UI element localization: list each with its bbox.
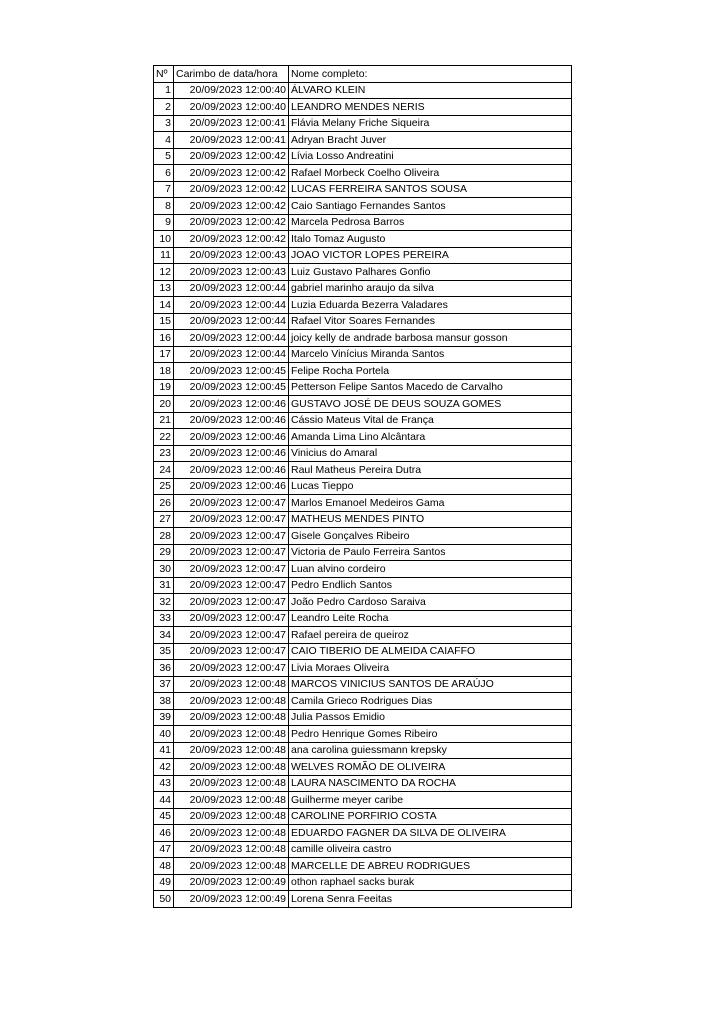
row-timestamp: 20/09/2023 12:00:42 (174, 148, 289, 165)
row-name: Raul Matheus Pereira Dutra (289, 462, 572, 479)
row-name: Lorena Senra Feeitas (289, 891, 572, 908)
table-row (154, 495, 572, 512)
table-row (154, 280, 572, 297)
row-timestamp: 20/09/2023 12:00:42 (174, 214, 289, 231)
table-row (154, 561, 572, 578)
row-timestamp: 20/09/2023 12:00:48 (174, 693, 289, 710)
row-number: 13 (154, 280, 174, 297)
row-timestamp: 20/09/2023 12:00:47 (174, 544, 289, 561)
row-number: 8 (154, 198, 174, 215)
row-name: Lucas Tieppo (289, 478, 572, 495)
table-row (154, 132, 572, 149)
row-number: 7 (154, 181, 174, 198)
row-number: 49 (154, 874, 174, 891)
row-timestamp: 20/09/2023 12:00:48 (174, 841, 289, 858)
table-row (154, 528, 572, 545)
row-number: 43 (154, 775, 174, 792)
row-timestamp: 20/09/2023 12:00:42 (174, 231, 289, 248)
row-timestamp: 20/09/2023 12:00:47 (174, 511, 289, 528)
row-timestamp: 20/09/2023 12:00:45 (174, 363, 289, 380)
row-number: 50 (154, 891, 174, 908)
row-timestamp: 20/09/2023 12:00:46 (174, 429, 289, 446)
table-row (154, 759, 572, 776)
row-name: Livia Moraes Oliveira (289, 660, 572, 677)
table-row (154, 379, 572, 396)
row-number: 24 (154, 462, 174, 479)
table-row (154, 346, 572, 363)
row-timestamp: 20/09/2023 12:00:47 (174, 495, 289, 512)
row-number: 1 (154, 82, 174, 99)
row-timestamp: 20/09/2023 12:00:44 (174, 313, 289, 330)
table-row (154, 627, 572, 644)
row-number: 30 (154, 561, 174, 578)
row-timestamp: 20/09/2023 12:00:44 (174, 297, 289, 314)
row-name: gabriel marinho araujo da silva (289, 280, 572, 297)
row-name: Vinicius do Amaral (289, 445, 572, 462)
row-timestamp: 20/09/2023 12:00:48 (174, 808, 289, 825)
row-timestamp: 20/09/2023 12:00:44 (174, 330, 289, 347)
row-timestamp: 20/09/2023 12:00:47 (174, 627, 289, 644)
table-row (154, 247, 572, 264)
row-number: 48 (154, 858, 174, 875)
row-name: Petterson Felipe Santos Macedo de Carvalho (289, 379, 572, 396)
row-name: Luzia Eduarda Bezerra Valadares (289, 297, 572, 314)
row-number: 11 (154, 247, 174, 264)
row-name: Marlos Emanoel Medeiros Gama (289, 495, 572, 512)
table-row (154, 676, 572, 693)
row-name: Marcela Pedrosa Barros (289, 214, 572, 231)
table-row (154, 396, 572, 413)
table-row (154, 742, 572, 759)
row-name: MARCELLE DE ABREU RODRIGUES (289, 858, 572, 875)
row-number: 3 (154, 115, 174, 132)
row-name: Rafael Morbeck Coelho Oliveira (289, 165, 572, 182)
row-name: Flávia Melany Friche Siqueira (289, 115, 572, 132)
row-number: 22 (154, 429, 174, 446)
row-timestamp: 20/09/2023 12:00:46 (174, 462, 289, 479)
row-number: 20 (154, 396, 174, 413)
row-timestamp: 20/09/2023 12:00:49 (174, 874, 289, 891)
row-timestamp: 20/09/2023 12:00:40 (174, 82, 289, 99)
row-timestamp: 20/09/2023 12:00:47 (174, 643, 289, 660)
row-number: 9 (154, 214, 174, 231)
row-number: 38 (154, 693, 174, 710)
row-number: 47 (154, 841, 174, 858)
row-number: 23 (154, 445, 174, 462)
row-number: 25 (154, 478, 174, 495)
row-timestamp: 20/09/2023 12:00:48 (174, 676, 289, 693)
row-name: Leandro Leite Rocha (289, 610, 572, 627)
row-timestamp: 20/09/2023 12:00:48 (174, 726, 289, 743)
row-number: 4 (154, 132, 174, 149)
row-name: Luiz Gustavo Palhares Gonfio (289, 264, 572, 281)
row-number: 41 (154, 742, 174, 759)
row-name: LEANDRO MENDES NERIS (289, 99, 572, 116)
table-row (154, 693, 572, 710)
row-timestamp: 20/09/2023 12:00:46 (174, 412, 289, 429)
row-timestamp: 20/09/2023 12:00:43 (174, 247, 289, 264)
row-timestamp: 20/09/2023 12:00:48 (174, 759, 289, 776)
registration-table (153, 65, 572, 908)
header-name: Nome completo: (289, 66, 572, 83)
row-timestamp: 20/09/2023 12:00:48 (174, 858, 289, 875)
row-name: Pedro Endlich Santos (289, 577, 572, 594)
table-row (154, 297, 572, 314)
row-timestamp: 20/09/2023 12:00:41 (174, 132, 289, 149)
row-timestamp: 20/09/2023 12:00:47 (174, 660, 289, 677)
table-row (154, 99, 572, 116)
row-number: 29 (154, 544, 174, 561)
row-number: 27 (154, 511, 174, 528)
row-timestamp: 20/09/2023 12:00:46 (174, 396, 289, 413)
table-row (154, 726, 572, 743)
document-page (153, 65, 572, 908)
row-timestamp: 20/09/2023 12:00:46 (174, 445, 289, 462)
row-number: 39 (154, 709, 174, 726)
row-number: 17 (154, 346, 174, 363)
row-timestamp: 20/09/2023 12:00:44 (174, 280, 289, 297)
row-name: Guilherme meyer caribe (289, 792, 572, 809)
table-row (154, 445, 572, 462)
row-name: Rafael pereira de queiroz (289, 627, 572, 644)
table-row (154, 165, 572, 182)
row-name: MARCOS VINICIUS SANTOS DE ARAÚJO (289, 676, 572, 693)
row-name: ÁLVARO KLEIN (289, 82, 572, 99)
row-number: 16 (154, 330, 174, 347)
row-timestamp: 20/09/2023 12:00:43 (174, 264, 289, 281)
row-timestamp: 20/09/2023 12:00:49 (174, 891, 289, 908)
header-timestamp: Carimbo de data/hora (174, 66, 289, 83)
table-row (154, 412, 572, 429)
table-row (154, 643, 572, 660)
row-timestamp: 20/09/2023 12:00:48 (174, 825, 289, 842)
table-row (154, 594, 572, 611)
table-row (154, 660, 572, 677)
row-timestamp: 20/09/2023 12:00:47 (174, 577, 289, 594)
row-number: 10 (154, 231, 174, 248)
row-name: Felipe Rocha Portela (289, 363, 572, 380)
row-name: Camila Grieco Rodrigues Dias (289, 693, 572, 710)
table-row (154, 429, 572, 446)
table-row (154, 874, 572, 891)
table-row (154, 577, 572, 594)
row-name: WELVES ROMÃO DE OLIVEIRA (289, 759, 572, 776)
table-row (154, 313, 572, 330)
row-name: Pedro Henrique Gomes Ribeiro (289, 726, 572, 743)
row-name: Marcelo Vinícius Miranda Santos (289, 346, 572, 363)
table-row (154, 198, 572, 215)
row-name: Victoria de Paulo Ferreira Santos (289, 544, 572, 561)
table-row (154, 544, 572, 561)
row-name: JOAO VICTOR LOPES PEREIRA (289, 247, 572, 264)
row-number: 46 (154, 825, 174, 842)
row-number: 31 (154, 577, 174, 594)
row-number: 6 (154, 165, 174, 182)
row-name: Amanda Lima Lino Alcântara (289, 429, 572, 446)
row-timestamp: 20/09/2023 12:00:41 (174, 115, 289, 132)
row-name: João Pedro Cardoso Saraiva (289, 594, 572, 611)
table-row (154, 610, 572, 627)
table-row (154, 792, 572, 809)
table-row (154, 330, 572, 347)
row-timestamp: 20/09/2023 12:00:48 (174, 742, 289, 759)
row-number: 19 (154, 379, 174, 396)
table-row (154, 808, 572, 825)
row-timestamp: 20/09/2023 12:00:48 (174, 709, 289, 726)
row-number: 35 (154, 643, 174, 660)
row-number: 12 (154, 264, 174, 281)
row-name: Julia Passos Emidio (289, 709, 572, 726)
row-name: Gisele Gonçalves Ribeiro (289, 528, 572, 545)
table-row (154, 841, 572, 858)
row-name: camille oliveira castro (289, 841, 572, 858)
row-name: ana carolina guiessmann krepsky (289, 742, 572, 759)
row-number: 36 (154, 660, 174, 677)
table-row (154, 264, 572, 281)
table-row (154, 214, 572, 231)
row-name: Caio Santiago Fernandes Santos (289, 198, 572, 215)
table-row (154, 775, 572, 792)
row-timestamp: 20/09/2023 12:00:44 (174, 346, 289, 363)
row-timestamp: 20/09/2023 12:00:47 (174, 528, 289, 545)
row-name: Italo Tomaz Augusto (289, 231, 572, 248)
row-number: 42 (154, 759, 174, 776)
row-timestamp: 20/09/2023 12:00:47 (174, 594, 289, 611)
row-timestamp: 20/09/2023 12:00:45 (174, 379, 289, 396)
row-name: LUCAS FERREIRA SANTOS SOUSA (289, 181, 572, 198)
header-row (154, 66, 572, 83)
row-timestamp: 20/09/2023 12:00:42 (174, 198, 289, 215)
row-name: CAROLINE PORFIRIO COSTA (289, 808, 572, 825)
row-number: 44 (154, 792, 174, 809)
row-name: Cássio Mateus Vital de França (289, 412, 572, 429)
table-row (154, 858, 572, 875)
table-row (154, 148, 572, 165)
table-row (154, 825, 572, 842)
table-row (154, 709, 572, 726)
row-name: GUSTAVO JOSÉ DE DEUS SOUZA GOMES (289, 396, 572, 413)
row-number: 40 (154, 726, 174, 743)
row-number: 5 (154, 148, 174, 165)
row-number: 45 (154, 808, 174, 825)
row-timestamp: 20/09/2023 12:00:42 (174, 181, 289, 198)
row-number: 14 (154, 297, 174, 314)
row-number: 21 (154, 412, 174, 429)
row-name: joicy kelly de andrade barbosa mansur gosson (289, 330, 572, 347)
row-number: 26 (154, 495, 174, 512)
row-number: 32 (154, 594, 174, 611)
table-row (154, 115, 572, 132)
row-number: 18 (154, 363, 174, 380)
table-row (154, 478, 572, 495)
row-name: MATHEUS MENDES PINTO (289, 511, 572, 528)
row-number: 33 (154, 610, 174, 627)
row-number: 28 (154, 528, 174, 545)
row-name: EDUARDO FAGNER DA SILVA DE OLIVEIRA (289, 825, 572, 842)
row-timestamp: 20/09/2023 12:00:48 (174, 775, 289, 792)
table-row (154, 511, 572, 528)
row-timestamp: 20/09/2023 12:00:40 (174, 99, 289, 116)
row-name: othon raphael sacks burak (289, 874, 572, 891)
row-name: CAIO TIBERIO DE ALMEIDA CAIAFFO (289, 643, 572, 660)
row-number: 34 (154, 627, 174, 644)
table-row (154, 462, 572, 479)
row-timestamp: 20/09/2023 12:00:47 (174, 561, 289, 578)
row-timestamp: 20/09/2023 12:00:47 (174, 610, 289, 627)
row-name: Lívia Losso Andreatini (289, 148, 572, 165)
row-number: 37 (154, 676, 174, 693)
row-number: 15 (154, 313, 174, 330)
table-row (154, 181, 572, 198)
table-body (154, 82, 572, 907)
table-row (154, 363, 572, 380)
row-timestamp: 20/09/2023 12:00:46 (174, 478, 289, 495)
row-number: 2 (154, 99, 174, 116)
table-row (154, 891, 572, 908)
row-name: Adryan Bracht Juver (289, 132, 572, 149)
row-name: Rafael Vitor Soares Fernandes (289, 313, 572, 330)
row-name: LAURA NASCIMENTO DA ROCHA (289, 775, 572, 792)
row-timestamp: 20/09/2023 12:00:48 (174, 792, 289, 809)
row-name: Luan alvino cordeiro (289, 561, 572, 578)
table-row (154, 231, 572, 248)
header-number: Nº (154, 66, 174, 83)
row-timestamp: 20/09/2023 12:00:42 (174, 165, 289, 182)
table-row (154, 82, 572, 99)
